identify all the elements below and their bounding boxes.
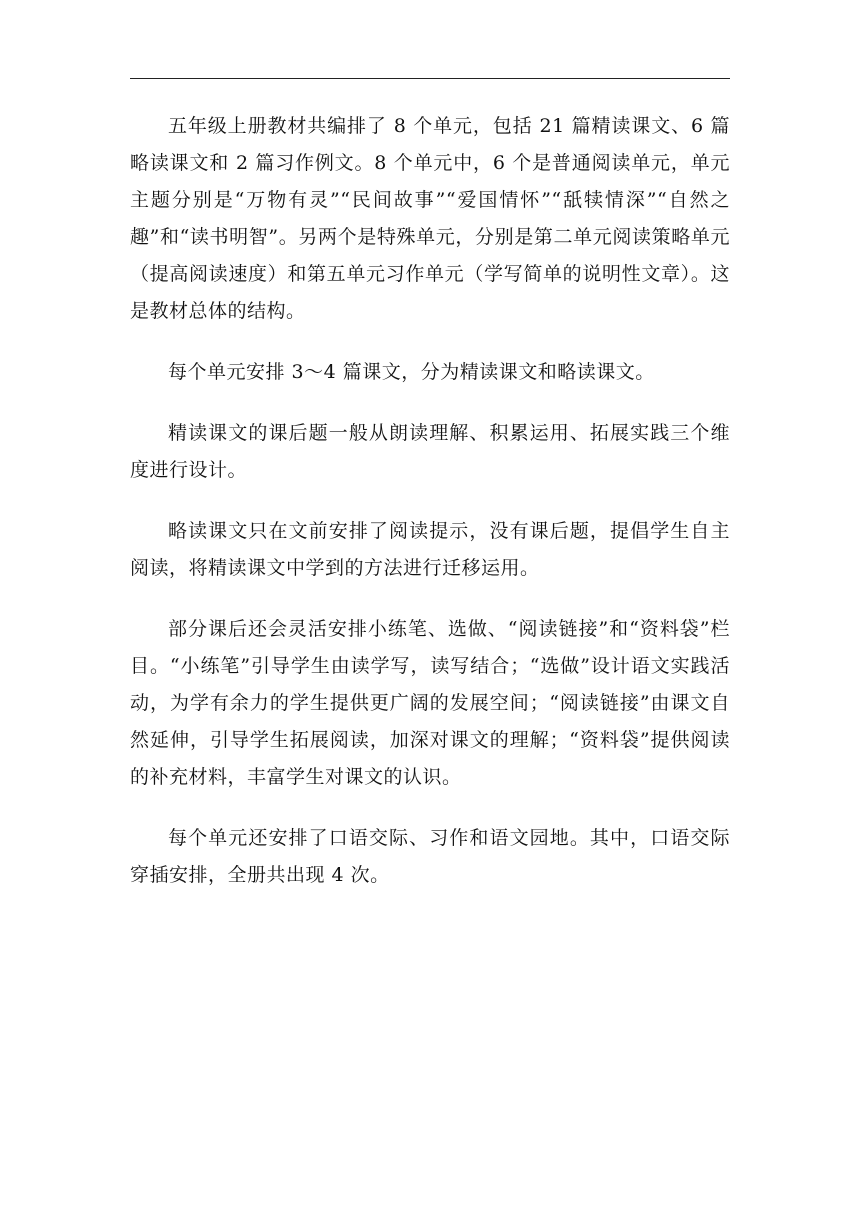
paragraph-skim-reading: 略读课文只在文前安排了阅读提示，没有课后题，提倡学生自主阅读，将精读课文中学到的方法进行迁移运用。: [130, 520, 730, 579]
paragraph-textbook-structure: 五年级上册教材共编排了 8 个单元，包括 21 篇精读课文、6 篇略读课文和 2 篇习作例文。8 个单元中，6 个是普通阅读单元，单元主题分别是“万物有灵”“民间故事”“爱国情怀”“舐犊情深”“自然之趣”和“读书明智”。另两个是特殊单元，分别是第二单元阅读策略单元（提高阅读速度）和第五单元习作单元（学写简单的说明性文章）。这是教材总体的结构。: [130, 115, 730, 322]
document-body: [130, 108, 730, 894]
paragraph-oral-communication: 每个单元还安排了口语交际、习作和语文园地。其中，口语交际穿插安排，全册共出现 4 次。: [130, 827, 730, 886]
paragraph-intensive-reading: 精读课文的课后题一般从朗读理解、积累运用、拓展实践三个维度进行设计。: [130, 422, 730, 481]
paragraph-unit-lessons: 每个单元安排 3～4 篇课文，分为精读课文和略读课文。: [168, 361, 655, 383]
paragraph-extra-columns: 部分课后还会灵活安排小练笔、选做、“阅读链接”和“资料袋”栏目。“小练笔”引导学生由读学写，读写结合；“选做”设计语文实践活动，为学有余力的学生提供更广阔的发展空间；“阅读链接”由课文自然延伸，引导学生拓展阅读，加深对课文的理解；“资料袋”提供阅读的补充材料，丰富学生对课文的认识。: [130, 618, 730, 788]
header-rule: [130, 78, 730, 79]
